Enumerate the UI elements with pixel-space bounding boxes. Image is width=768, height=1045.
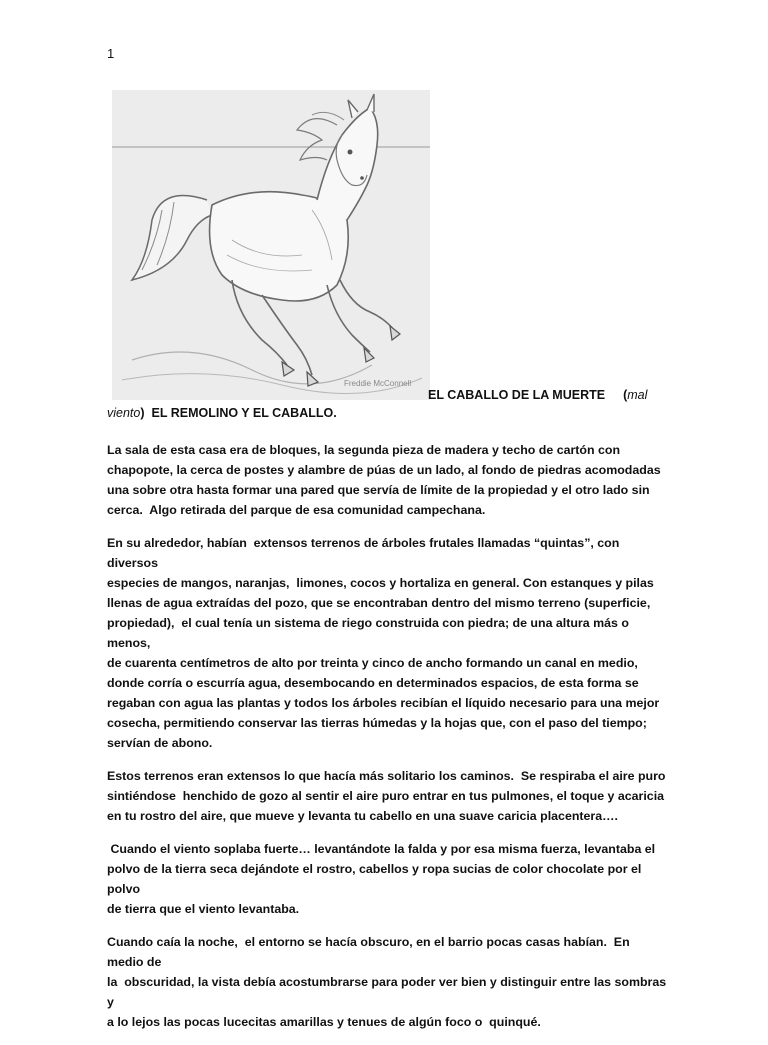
title-close-paren: ) [140, 406, 145, 420]
story-subtitle [107, 406, 337, 420]
subtitle-text: EL REMOLINO Y EL CABALLO. [151, 406, 337, 420]
title-text: EL CABALLO DE LA MUERTE [428, 388, 606, 402]
svg-text:Freddie McConnell: Freddie McConnell [344, 379, 412, 388]
title-italic-mal: mal [627, 388, 648, 402]
paragraph-2: En su alrededor, habían extensos terrenos de árboles frutales llamadas “quintas”, con diversos especies de mangos, naranjas, limones, cocos y hortaliza en general. Con estanques y pilas llenas de agua extraídas del pozo, que se encontraban dentro del mismo terreno (superficie, propiedad), el cual tenía un sistema de riego construida con piedra; de una altura más o menos, de cuarenta centímetros de alto por treinta y cinco de ancho formando un canal en medio, donde corría o escurría agua, desembocando en determinados espacios, de esta forma se regaban con agua las plantas y todos los árboles recibían el líquido necesario para una mejor cosecha, permitiendo conservar las tierras húmedas y la hojas que, con el paso del tiempo; servían de abono. [107, 536, 660, 750]
paragraph-5: Cuando caía la noche, el entorno se hacía obscuro, en el barrio pocas casas habían. En medio de la obscuridad, la vista debía acostumbrarse para poder ver bien y distinguir entre las sombras y a lo lejos las pocas lucecitas amarillas y tenues de algún foco o quinqué. [107, 935, 667, 1029]
paragraph-3: Estos terrenos eran extensos lo que hacía más solitario los caminos. Se respiraba el aire puro sintiéndose henchido de gozo al sentir el aire puro entrar en tus pulmones, el toque y acaricia en tu rostro del aire, que mueve y levanta tu cabello en una suave caricia placentera…. [107, 769, 666, 823]
story-title [428, 388, 647, 402]
story-body [107, 440, 667, 1045]
paragraph-1: La sala de esta casa era de bloques, la segunda pieza de madera y techo de cartón con chapopote, la cerca de postes y alambre de púas de un lado, al fondo de piedras acomodadas una sobre otra hasta formar una pared que servía de límite de la propiedad y el otro lado sin cerca. Algo retirada del parque de esa comunidad campechana. [107, 443, 661, 517]
page-number: 1 [107, 46, 115, 61]
horse-sketch-image [112, 90, 430, 400]
title-open-paren: ( [623, 388, 628, 402]
title-italic-viento: viento [107, 406, 141, 420]
paragraph-4: Cuando el viento soplaba fuerte… levantándote la falda y por esa misma fuerza, levantaba el polvo de la tierra seca dejándote el rostro, cabellos y ropa sucias de color chocolate por el polvo de tierra que el viento levantaba. [107, 842, 656, 916]
